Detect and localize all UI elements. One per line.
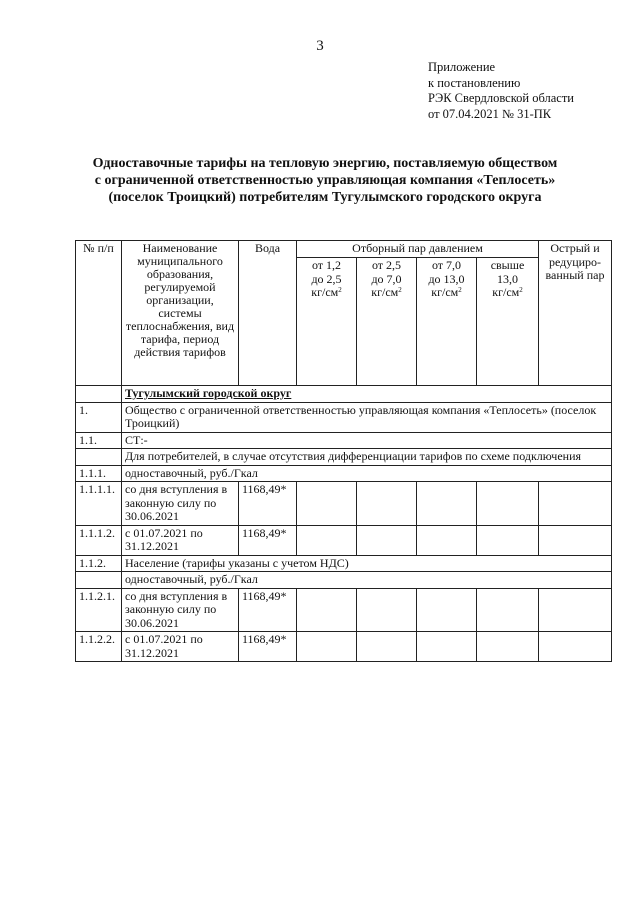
header-name: Наименование муниципального образования, регулируемой организации, системы теплоснабжения, вид тарифа, период действия тарифов [122,241,239,386]
header-steam-group: Отборный пар давлением [297,241,539,258]
row-num: 1. [76,402,122,432]
table-row [76,449,612,466]
empty-cell [539,632,612,662]
row-text: одноставочный, руб./Гкал [122,572,612,589]
row-num: 1.1. [76,432,122,449]
table-row [76,525,612,555]
empty-cell [539,588,612,632]
section-row [76,386,612,403]
table-row [76,465,612,482]
table-row [76,432,612,449]
pressure-from: от 1,2 [311,258,342,272]
empty-cell [297,588,357,632]
row-water-tariff: 1168,49* [239,588,297,632]
header-row [76,241,612,258]
row-text: СТ:- [122,432,612,449]
header-sharp-steam: Острый и редуциро-ванный пар [539,241,612,386]
empty-cell [417,632,477,662]
empty-cell [417,588,477,632]
table-row [76,482,612,526]
empty-cell [417,482,477,526]
row-text: одноставочный, руб./Гкал [122,465,612,482]
title-line: Одноставочные тарифы на тепловую энергию, поставляемую обществом [92,156,558,171]
unit-exponent: 2 [519,286,523,294]
row-num [76,449,122,466]
header-pressure-1 [297,258,357,386]
section-title: Тугулымский городской округ [122,386,612,403]
empty-cell [297,482,357,526]
row-water-tariff: 1168,49* [239,632,297,662]
pressure-unit: кг/см [492,285,520,299]
tariff-table [75,240,612,662]
pressure-to: до 7,0 [371,271,402,286]
pressure-to: до 2,5 [311,271,342,286]
header-pressure-3 [417,258,477,386]
table-row [76,402,612,432]
pressure-unit: кг/см [431,285,459,299]
empty-cell [477,482,539,526]
document-title [60,155,590,206]
unit-exponent: 2 [398,286,402,294]
empty-cell [539,525,612,555]
pressure-from: свыше [490,258,525,272]
table-row [76,555,612,572]
empty-cell [417,525,477,555]
pressure-unit: кг/см [371,285,399,299]
appendix-line: РЭК Свердловской области [428,91,574,105]
unit-exponent: 2 [338,286,342,294]
row-num: 1.1.2. [76,555,122,572]
pressure-from: от 7,0 [431,258,462,272]
appendix-line: Приложение [428,60,496,74]
row-text: Для потребителей, в случае отсутствия дифференциации тарифов по схеме подключения [122,449,612,466]
title-line: с ограниченной ответственностью управляющая компания «Теплосеть» [94,173,556,188]
row-text: со дня вступления в законную силу по 30.06.2021 [122,588,239,632]
row-num: 1.1.1. [76,465,122,482]
row-num: 1.1.1.2. [76,525,122,555]
row-text: с 01.07.2021 по 31.12.2021 [122,632,239,662]
empty-cell [477,525,539,555]
row-water-tariff: 1168,49* [239,525,297,555]
appendix-line: от 07.04.2021 № 31-ПК [428,106,552,121]
empty-cell [539,482,612,526]
row-text: с 01.07.2021 по 31.12.2021 [122,525,239,555]
pressure-from: от 2,5 [371,258,402,272]
section-num [76,386,122,403]
title-line: (поселок Троицкий) потребителям Тугулымского городского округа [108,190,542,205]
table-row [76,572,612,589]
header-pressure-4 [477,258,539,386]
page-number: 3 [316,38,324,54]
row-num [76,572,122,589]
empty-cell [297,525,357,555]
pressure-to: до 13,0 [428,271,465,286]
table-row [76,632,612,662]
empty-cell [357,588,417,632]
row-text: Население (тарифы указаны с учетом НДС) [122,555,612,572]
row-text: со дня вступления в законную силу по 30.06.2021 [122,482,239,526]
appendix-line: к постановлению [428,75,521,90]
row-water-tariff: 1168,49* [239,482,297,526]
row-num: 1.1.2.1. [76,588,122,632]
header-water: Вода [239,241,297,386]
empty-cell [357,525,417,555]
empty-cell [477,588,539,632]
empty-cell [357,482,417,526]
pressure-unit: кг/см [311,285,339,299]
header-pressure-2 [357,258,417,386]
empty-cell [297,632,357,662]
table-row [76,588,612,632]
unit-exponent: 2 [458,286,462,294]
row-num: 1.1.1.1. [76,482,122,526]
header-num: № п/п [76,241,122,386]
appendix-block [428,60,574,122]
empty-cell [477,632,539,662]
row-num: 1.1.2.2. [76,632,122,662]
empty-cell [357,632,417,662]
pressure-to: 13,0 [497,271,518,286]
row-text: Общество с ограниченной ответственностью управляющая компания «Теплосеть» (поселок Троицкий) [122,402,612,432]
